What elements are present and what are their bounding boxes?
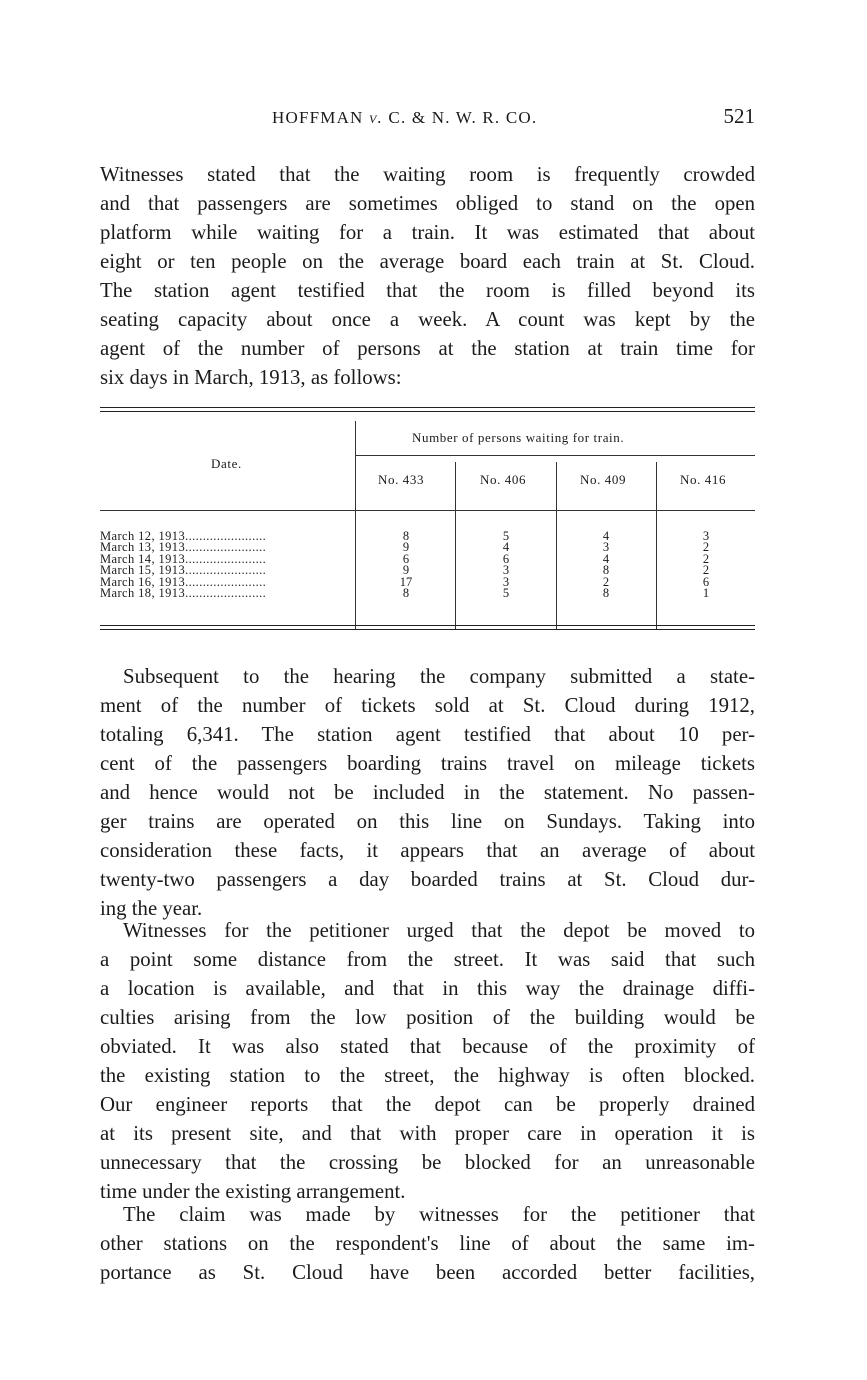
- dot-leader: .......................: [185, 563, 267, 578]
- date-header: Date.: [211, 456, 242, 471]
- column-header-409: No. 409: [580, 472, 627, 487]
- paragraph-1: [100, 160, 755, 392]
- table-cell: 5: [502, 586, 510, 601]
- p2-line: totaling 6,341. The station agent testified that about 10 per-: [100, 723, 755, 746]
- table-cell: 5: [502, 529, 510, 543]
- p3-line: obviated. It was also stated that because of the proximity of: [100, 1035, 755, 1058]
- p2-line: ing the year.: [100, 897, 203, 920]
- table-cell: 3: [702, 529, 710, 543]
- p1-line: eight or ten people on the average board each train at St. Cloud.: [100, 250, 755, 273]
- table-row-date: March 14, 1913.......................: [100, 551, 267, 566]
- table-cell: 2: [602, 574, 610, 589]
- p3-line: a point some distance from the street. It was said that such: [100, 948, 755, 971]
- running-head: [100, 106, 755, 132]
- table-cell: 6: [702, 574, 710, 589]
- table-cell: 17: [399, 574, 413, 589]
- column-406-values: [462, 531, 550, 599]
- p3-line: culties arising from the low position of the building would be: [100, 1006, 755, 1029]
- table-cell: 9: [402, 563, 410, 578]
- table-row-date: March 16, 1913.......................: [100, 574, 267, 589]
- p2-line: consideration these facts, it appears that an average of about: [100, 839, 755, 862]
- p3-line: the existing station to the street, the highway is often blocked.: [100, 1064, 755, 1087]
- table-cell: 6: [502, 551, 510, 566]
- table-cell: 3: [602, 540, 610, 555]
- p3-line: a location is available, and that in this way the drainage diffi-: [100, 977, 755, 1000]
- table-row-date: March 12, 1913.......................: [100, 531, 267, 543]
- column-header-406: No. 406: [480, 472, 527, 487]
- table-row-date: March 15, 1913.......................: [100, 563, 267, 578]
- column-divider-2: [556, 462, 557, 629]
- p3-line: unnecessary that the crossing be blocked for an unreasonable: [100, 1151, 755, 1174]
- column-409-values: [562, 531, 650, 599]
- table-cell: 4: [602, 551, 610, 566]
- p3-line: Our engineer reports that the depot can be properly drained: [100, 1093, 755, 1116]
- passenger-count-table: [100, 407, 755, 635]
- p1-line: The station agent testified that the room is filled beyond its: [100, 279, 755, 302]
- p2-line: twenty-two passengers a day boarded trains at St. Cloud dur-: [100, 868, 755, 891]
- paragraph-4: [100, 1200, 755, 1287]
- table-bottom-rule-1: [100, 625, 755, 626]
- running-title: [272, 108, 537, 128]
- table-cell: 8: [602, 563, 610, 578]
- p1-line: agent of the number of persons at the station at train time for: [100, 337, 755, 360]
- paragraph-2: [100, 662, 755, 923]
- column-header-416: No. 416: [680, 472, 727, 487]
- table-row-date: March 13, 1913.......................: [100, 540, 267, 555]
- p4-line: portance as St. Cloud have been accorded better facilities,: [100, 1261, 755, 1284]
- table-cell: 9: [402, 540, 410, 555]
- date-column: [100, 531, 352, 599]
- column-divider-1: [455, 462, 456, 629]
- p1-line: Witnesses stated that the waiting room is frequently crowded: [100, 163, 755, 186]
- table-cell: 3: [502, 563, 510, 578]
- column-416-values: [662, 531, 750, 599]
- table-row-date: March 18, 1913.......................: [100, 586, 267, 600]
- page-number: 521: [723, 104, 755, 128]
- p2-line: ment of the number of tickets sold at St. Cloud during 1912,: [100, 694, 755, 717]
- table-cell: 4: [602, 529, 610, 543]
- table-cell: 8: [402, 586, 410, 601]
- p2-line: and hence would not be included in the statement. No passen-: [100, 781, 755, 804]
- table-cell: 2: [702, 563, 710, 578]
- p3-line: time under the existing arrangement.: [100, 1180, 406, 1203]
- p3-line: Witnesses for the petitioner urged that the depot be moved to: [123, 919, 755, 942]
- dot-leader: .......................: [185, 531, 267, 543]
- running-title-part-b: C. & N. W. R. CO.: [382, 108, 538, 127]
- table-cell: 1: [702, 586, 710, 601]
- p1-line: seating capacity about once a week. A count was kept by the: [100, 308, 755, 331]
- dot-leader: .......................: [185, 551, 267, 566]
- p2-line: cent of the passengers boarding trains travel on mileage tickets: [100, 752, 755, 775]
- table-cell: 4: [502, 540, 510, 555]
- table-top-rule-1: [100, 407, 755, 408]
- header-bottom-rule: [100, 510, 755, 511]
- p3-line: at its present site, and that with proper care in operation it is: [100, 1122, 755, 1145]
- running-title-part-a: HOFFMAN: [272, 108, 369, 127]
- p1-line: and that passengers are sometimes obliged to stand on the open: [100, 192, 755, 215]
- column-divider-3: [656, 462, 657, 629]
- group-header: Number of persons waiting for train.: [412, 430, 625, 445]
- group-header-rule: [355, 455, 755, 456]
- dot-leader: .......................: [185, 586, 267, 600]
- dot-leader: .......................: [185, 574, 267, 589]
- running-title-versus: v.: [368, 108, 383, 127]
- table-cell: 6: [402, 551, 410, 566]
- p2-line: ger trains are operated on this line on Sundays. Taking into: [100, 810, 755, 833]
- table-cell: 8: [402, 529, 410, 543]
- table-cell: 2: [702, 551, 710, 566]
- table-cell: 2: [702, 540, 710, 555]
- column-header-433: No. 433: [378, 472, 425, 487]
- p2-line: Subsequent to the hearing the company submitted a state-: [123, 665, 755, 688]
- table-cell: 3: [502, 574, 510, 589]
- p1-line: platform while waiting for a train. It was estimated that about: [100, 221, 755, 244]
- p1-line: six days in March, 1913, as follows:: [100, 366, 402, 389]
- p4-line: other stations on the respondent's line of about the same im-: [100, 1232, 755, 1255]
- table-bottom-rule-2: [100, 629, 755, 630]
- table-cell: 8: [602, 586, 610, 601]
- date-column-divider: [355, 421, 356, 629]
- dot-leader: .......................: [185, 540, 267, 555]
- p4-line: The claim was made by witnesses for the petitioner that: [123, 1203, 755, 1226]
- table-top-rule-2: [100, 411, 755, 412]
- paragraph-3: [100, 916, 755, 1206]
- column-433-values: [362, 531, 450, 599]
